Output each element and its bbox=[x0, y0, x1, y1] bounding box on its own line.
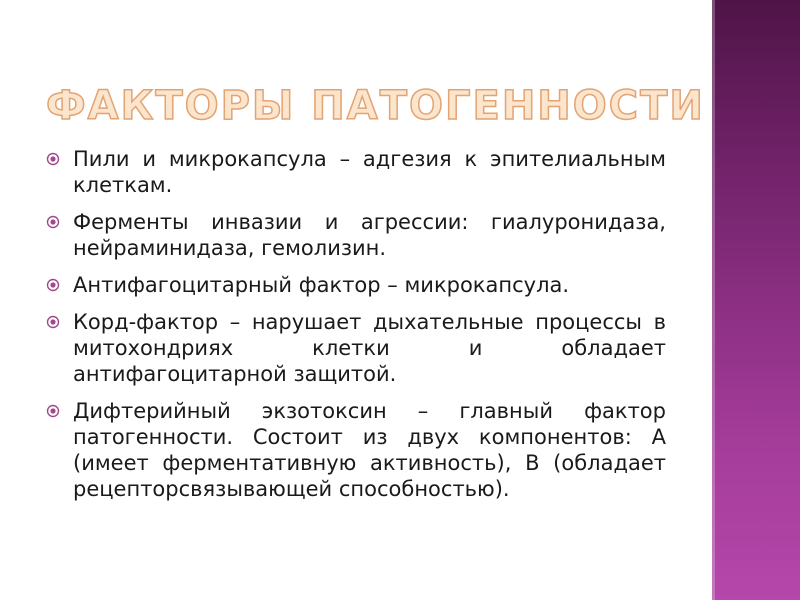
bullet-item bbox=[46, 209, 666, 261]
bullet-text: Пили и микрокапсула – адгезия к эпителиальным клеткам. bbox=[73, 147, 666, 197]
circled-dot-icon bbox=[46, 309, 73, 335]
circled-dot-icon bbox=[46, 272, 73, 298]
bullet-item bbox=[46, 398, 666, 502]
decorative-side-band bbox=[712, 0, 800, 600]
slide-title: ФАКТОРЫ ПАТОГЕННОСТИ bbox=[46, 83, 705, 129]
bullet-text: Корд-фактор – нарушает дыхательные процессы в митохондриях клетки и обладает антифагоцитарной защитой. bbox=[73, 310, 666, 386]
bullet-text: Ферменты инвазии и агрессии: гиалуронидаза, нейраминидаза, гемолизин. bbox=[73, 210, 666, 260]
bullet-list bbox=[46, 146, 666, 513]
circled-dot-icon bbox=[46, 209, 73, 235]
bullet-item bbox=[46, 272, 666, 298]
circled-dot-icon bbox=[46, 146, 73, 172]
bullet-text: Антифагоцитарный фактор – микрокапсула. bbox=[73, 273, 570, 297]
bullet-text: Дифтерийный экзотоксин – главный фактор патогенности. Состоит из двух компонентов: А (имеет ферментативную активность), В (обладает рецепторсвязывающей способностью). bbox=[73, 399, 666, 501]
bullet-item bbox=[46, 309, 666, 387]
circled-dot-icon bbox=[46, 398, 73, 424]
bullet-item bbox=[46, 146, 666, 198]
